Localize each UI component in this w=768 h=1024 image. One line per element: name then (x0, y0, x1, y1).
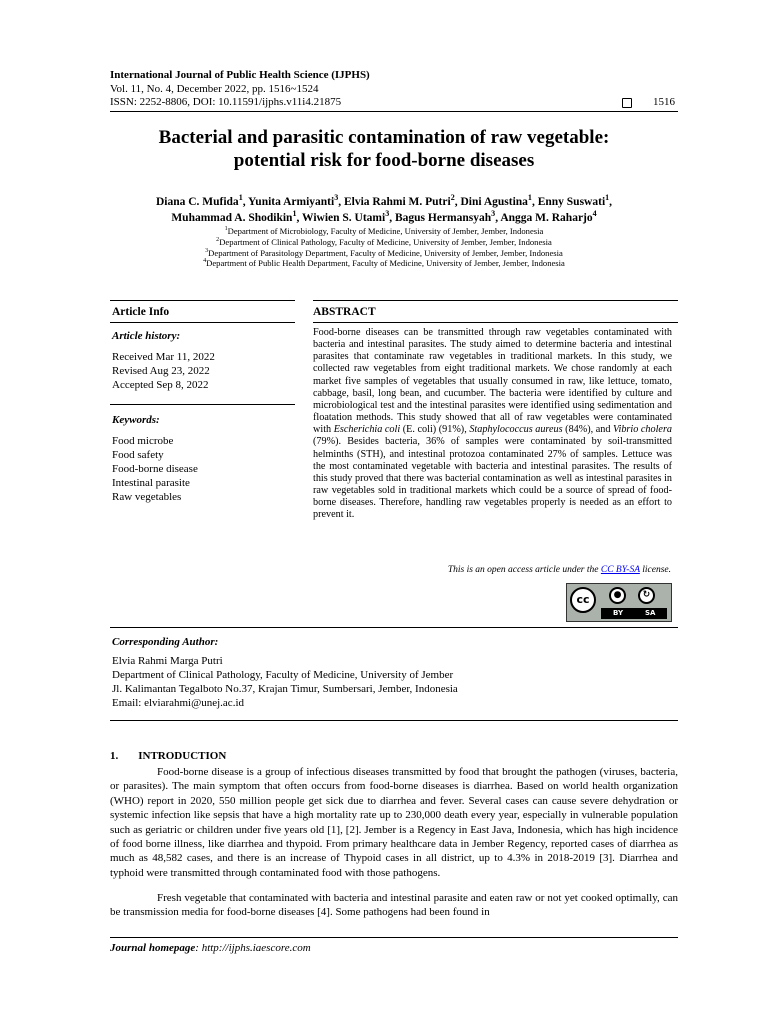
section-title: INTRODUCTION (138, 750, 227, 762)
title-line-1: Bacterial and parasitic contamination of raw vegetable: (158, 127, 610, 148)
keyword: Food microbe (112, 435, 174, 447)
title-line-2: potential risk for food-borne diseases (233, 150, 535, 171)
keywords-rule (110, 404, 295, 405)
author-sup: 3 (334, 193, 339, 203)
intro-paragraph-2: Fresh vegetable that contaminated with bacteria and intestinal parasite and eaten raw or not yet cooked optimally, can be transmission media for food-borne diseases [4]. Some pathogens had been found in (110, 892, 678, 919)
keywords-label: Keywords: (112, 414, 160, 426)
attribution-icon: ● (609, 587, 626, 604)
journal-issn: ISSN: 2252-8806, DOI: 10.11591/ijphs.v11i4.21875 (110, 96, 342, 108)
oa-text: license. (639, 565, 671, 575)
abstract-part: (79%). Besides bacteria, 36% of samples were contaminated by soil-transmitted helminths (STH), and intestinal protozoa contaminated 27% of samples. Lettuce was the most contaminated vegetable with bacteria and intestinal parasites. The results of this study proved that there was bacterial contamination as well as intestinal parasites in raw vegetables sold in traditional markets which could be a source of spread of food-borne diseases. Therefore, handling raw vegetables properly is needed as an effort to prevent it. (313, 436, 672, 521)
author: Diana C. Mufida (155, 196, 239, 208)
oa-text: This is an open access article under the (447, 565, 601, 575)
homepage-sep: : (195, 942, 202, 954)
species-name: Staphylococcus aureus (469, 424, 563, 436)
section-number: 1. (110, 750, 119, 762)
intro-paragraph-1: Food-borne disease is a group of infectious diseases transmitted by food that brought the pathogen (viruses, bacteria, or parasites). The main symptom that often occurs from food-borne diseases is diarrhea. Based on world health organization (WHO) report in 2020, 550 million people get sick due to diarrhea and fever. Several cases can cause severe dehydration or systemic infection like sepsis that have a high mortality rate up to 230,000 death every year, especially in vulnerable population such as geriatric or children under five years old [1], [2]. Jember is a Regency in East Java, Indonesia, which has high incidence of food borne illness, like diarrhea and thypoid. From primary healthcare data in Jember Regency, reported cases of diarrhea as much as 48,582 cases, and there is an increase of Thypoid cases in all district, up to 4.3% in 2018-2019 [3]. Diarrhea and typhoid were transmitted through contaminated food with those pathogens. (110, 766, 678, 879)
affiliation: $^2$Department of Clinical Pathology, Faculty of Medicine, University of Jember, Jember, Indonesia (216, 236, 552, 247)
journal-name: International Journal of Public Health Science (IJPHS) (110, 69, 370, 81)
homepage-label: Journal homepage (110, 942, 196, 954)
species-name: Vibrio cholera (613, 424, 672, 436)
corresponding-top-rule (110, 627, 678, 628)
info-top-rule (110, 300, 295, 301)
received-date: Received Mar 11, 2022 (112, 351, 215, 363)
author-list: Diana C. Mufida$^1$, Yunita Armiyanti$^3$, Elvia Rahmi M. Putri$^2$, Dini Agustina$^1$, Enny Suswati$^1$, Muhammad A. Shodikin$^1$, Wiwien S. Utami$^3$, Bagus Hermansyah$^3$, Angga M. Raharjo$^4$ (155, 193, 613, 224)
author-sup: 4 (592, 209, 597, 219)
share-alike-icon: ↻ (638, 587, 655, 604)
open-access-note (313, 565, 671, 575)
corresponding-email: Email: elviarahmi@unej.ac.id (112, 697, 244, 709)
journal-homepage (110, 942, 311, 954)
keyword: Food safety (112, 449, 164, 461)
abstract-heading-rule (313, 322, 678, 323)
author: Bagus Hermansyah (394, 212, 492, 224)
homepage-url[interactable]: http://ijphs.iaescore.com (201, 942, 311, 954)
keyword: Food-borne disease (112, 463, 198, 475)
corresponding-author (112, 636, 612, 710)
corresponding-name: Elvia Rahmi Marga Putri (112, 655, 223, 667)
abstract-heading: ABSTRACT (313, 306, 376, 318)
author: Yunita Armiyanti (248, 196, 335, 208)
revised-date: Revised Aug 23, 2022 (112, 365, 210, 377)
square-bullet-icon (622, 98, 632, 108)
corresponding-address: Jl. Kalimantan Tegalboto No.37, Krajan Timur, Sumbersari, Jember, Indonesia (112, 683, 458, 695)
article-history (112, 330, 297, 392)
paper-title (100, 126, 668, 172)
corresponding-label: Corresponding Author: (112, 636, 219, 648)
info-heading-rule (110, 322, 295, 323)
abstract-part: (E. coli) (91%), (400, 424, 470, 436)
author-sup: 1 (292, 209, 297, 219)
footer-rule (110, 937, 678, 938)
accepted-date: Accepted Sep 8, 2022 (112, 379, 209, 391)
cc-license-link[interactable]: CC BY-SA (600, 565, 640, 575)
affiliation: $^1$Department of Microbiology, Faculty of Medicine, University of Jember, Jember, Indonesia (224, 226, 544, 236)
cc-sa-label: SA (645, 609, 656, 617)
author-sup: 2 (450, 193, 455, 203)
affiliations (100, 226, 668, 269)
corresponding-bottom-rule (110, 720, 678, 721)
author: Enny Suswati (537, 196, 606, 208)
abstract-part: (84%), and (562, 424, 614, 436)
history-label: Article history: (112, 330, 181, 342)
affiliation: $^3$Department of Parasitology Department, Faculty of Medicine, University of Jember, Jember, Indonesia (205, 247, 563, 258)
journal-header (110, 69, 370, 110)
author: Dini Agustina (460, 196, 528, 208)
author: Angga M. Raharjo (500, 212, 593, 224)
cc-icon: cc (570, 587, 596, 613)
header-rule (110, 111, 678, 112)
keywords-block (112, 414, 297, 504)
author-sup: 1 (605, 193, 610, 203)
author: Muhammad A. Shodikin (171, 212, 293, 224)
species-name: Escherichia coli (333, 424, 401, 436)
page-number: 1516 (653, 96, 675, 108)
journal-volume: Vol. 11, No. 4, December 2022, pp. 1516~1524 (110, 82, 319, 95)
article-info-heading: Article Info (112, 306, 170, 318)
author-sup: 3 (385, 209, 390, 219)
abstract-top-rule (313, 300, 678, 301)
section-heading (110, 749, 678, 763)
author: Wiwien S. Utami (302, 212, 386, 224)
cc-by-label: BY (613, 609, 624, 617)
abstract-part: Food-borne diseases can be transmitted through raw vegetables contaminated with bacteria and intestinal parasites. The study aimed to determine bacteria and intestinal parasites that contaminate raw vegetables in traditional markets. In this study, we collected raw vegetables from eight traditional markets. We chose randomly at each market five samples of vegetables that usually consumed in raw, like lettuce, tomato, cabbage, basil, long bean, and cucumber. The bacteria were identified by culture and microbiological test and the intestinal parasites were identified using sedimentation and floatation methods. This study showed that all of raw vegetables were contaminated with (313, 327, 672, 436)
author-sup: 1 (527, 193, 532, 203)
cc-by-sa-badge[interactable] (566, 583, 672, 622)
abstract-text (313, 327, 672, 522)
keyword: Raw vegetables (112, 491, 182, 503)
cc-label-bar (601, 608, 667, 619)
author: Elvia Rahmi M. Putri (344, 196, 451, 208)
affiliation: $^4$Department of Public Health Department, Faculty of Medicine, University of Jember, Jember, Indonesia (203, 258, 565, 269)
keyword: Intestinal parasite (112, 477, 190, 489)
corresponding-dept: Department of Clinical Pathology, Faculty of Medicine, University of Jember (112, 669, 454, 681)
author-sup: 3 (491, 209, 496, 219)
author-sup: 1 (238, 193, 243, 203)
